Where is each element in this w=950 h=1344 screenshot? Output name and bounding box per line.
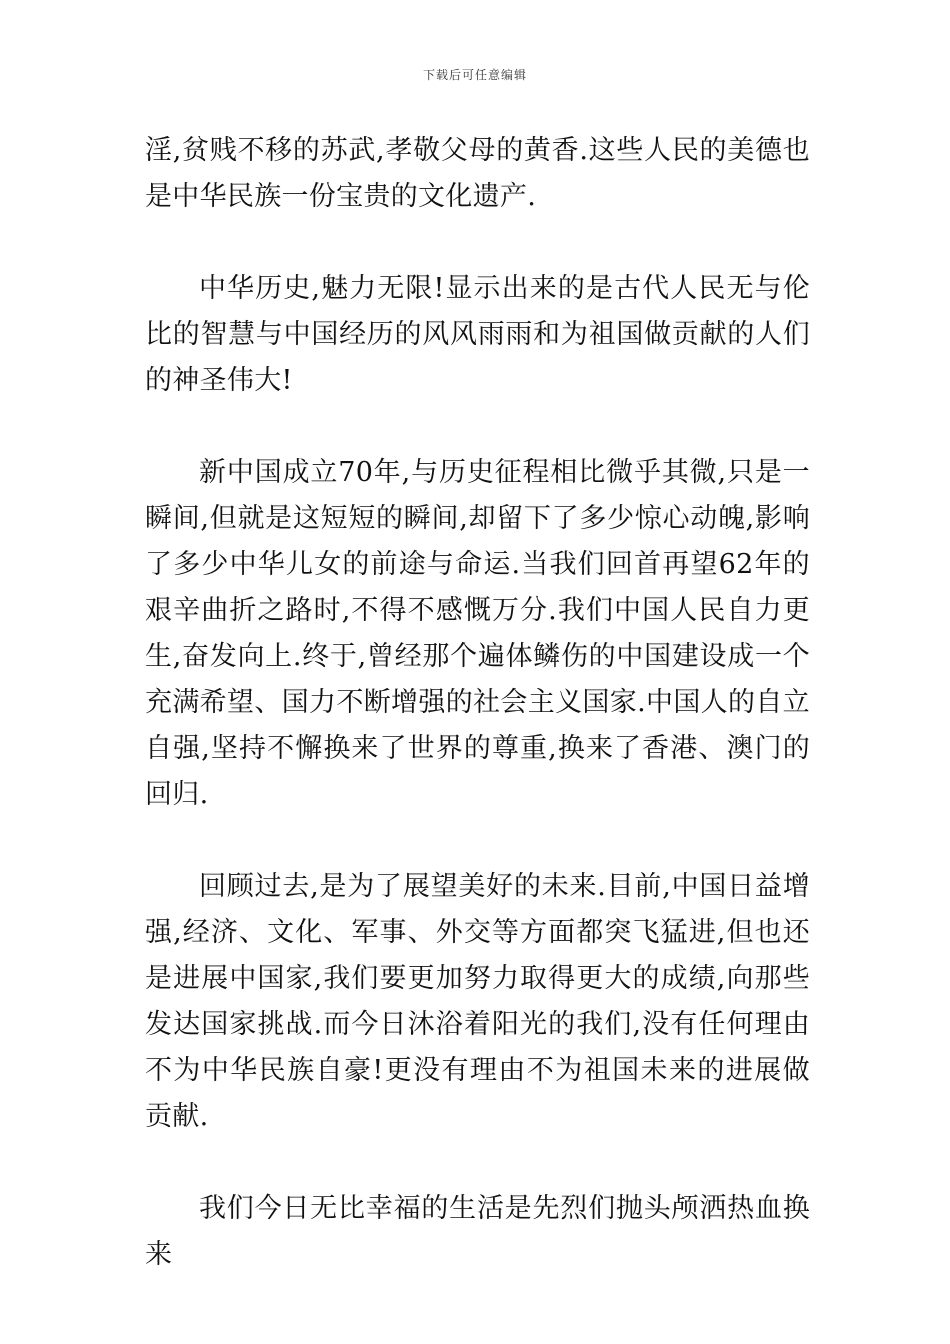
document-body [145,128,810,1324]
paragraph-5: 我们今日无比幸福的生活是先烈们抛头颅洒热血换来 [145,1193,810,1270]
page-header: 下载后可任意编辑 [422,68,527,82]
paragraph-4: 回顾过去,是为了展望美好的未来.目前,中国日益增强,经济、文化、军事、外交等方面都突飞猛进,但也还是进展中国家,我们要更加努力取得更大的成绩,向那些发达国家挑战.而今日沐浴着阳光的我们,没有任何理由不为中华民族自豪!更没有理由不为祖国未来的进展做贡献. [145,871,810,1132]
paragraph-3: 新中国成立70年,与历史征程相比微乎其微,只是一瞬间,但就是这短短的瞬间,却留下了多少惊心动魄,影响了多少中华儿女的前途与命运.当我们回首再望62年的艰辛曲折之路时,不得不感慨万分.我们中国人民自力更生,奋发向上.终于,曾经那个遍体鳞伤的中国建设成一个充满希望、国力不断增强的社会主义国家.中国人的自立自强,坚持不懈换来了世界的尊重,换来了香港、澳门的回归. [145,457,810,810]
paragraph-2: 中华历史,魅力无限!显示出来的是古代人民无与伦比的智慧与中国经历的风风雨雨和为祖国做贡献的人们的神圣伟大! [145,273,810,396]
paragraph-1: 淫,贫贱不移的苏武,孝敬父母的黄香.这些人民的美德也是中华民族一份宝贵的文化遗产. [145,135,810,212]
